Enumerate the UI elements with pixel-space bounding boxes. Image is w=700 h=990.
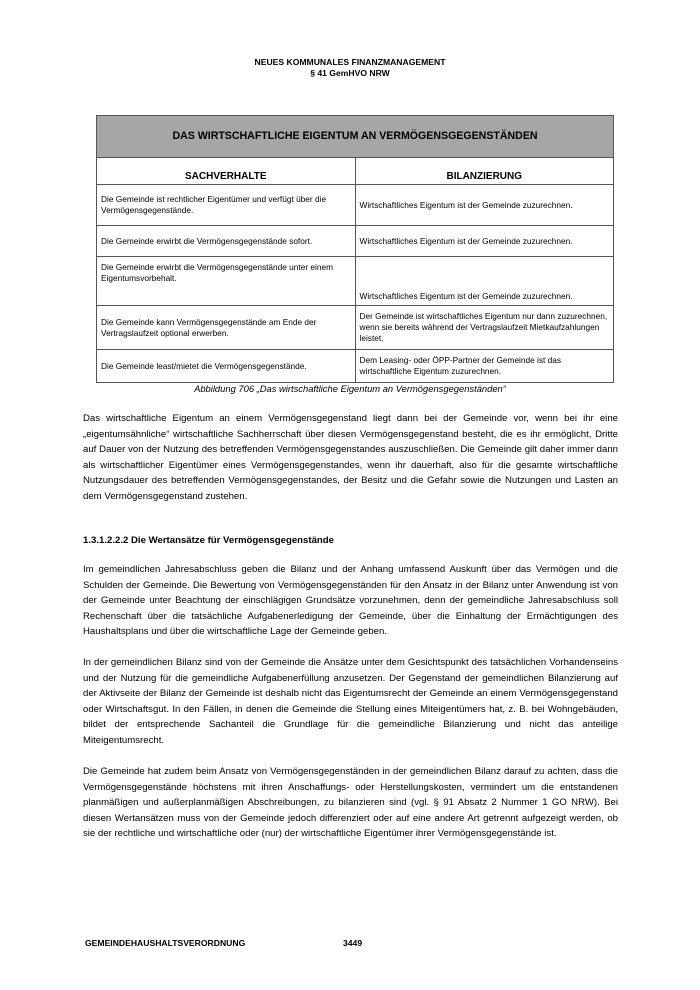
- column-header-sachverhalte: SACHVERHALTE: [97, 158, 356, 185]
- column-header-bilanzierung: BILANZIERUNG: [355, 158, 614, 185]
- page-number: 3449: [343, 938, 363, 948]
- table-row: [97, 350, 614, 383]
- table-cell-sachverhalt: Die Gemeinde kann Vermögensgegenstände am Ende der Vertragslaufzeit optional erwerben.: [97, 306, 356, 350]
- table-row: [97, 306, 614, 350]
- paragraph-economic-ownership: Das wirtschaftliche Eigentum an einem Vermögensgegenstand liegt dann bei der Gemeinde vor, wenn bei ihr eine „eigentumsähnliche“ wirtschaftliche Sachherrschaft über diesen Vermögensgegenstand besteht, die es ihr ermöglicht, Dritte auf Dauer von der Nutzung des betreffenden Vermögensgegenstandes auszuschließen. Die Gemeinde gilt daher immer dann als wirtschaftlicher Eigentümer eines Vermögensgegenstandes, wenn ihr dauerhaft, also für die gesamte wirtschaftliche Nutzungsdauer des betreffenden Vermögensgegenstandes, der Besitz und die Gefahr sowie die Nutzungen und Lasten an dem Vermögensgegenstand zustehen.: [83, 413, 618, 502]
- figure-caption: Abbildung 706 „Das wirtschaftliche Eigentum an Vermögensgegenständen“: [194, 383, 506, 394]
- footer-title: GEMEINDEHAUSHALTSVERORDNUNG: [85, 938, 246, 948]
- section-heading: 1.3.1.2.2.2 Die Wertansätze für Vermögensgegenstände: [83, 535, 334, 546]
- ownership-table: [96, 115, 614, 383]
- table-row: [97, 185, 614, 226]
- table-cell-bilanzierung: Der Gemeinde ist wirtschaftliches Eigentum nur dann zuzurechnen, wenn sie bereits während der Vertragslaufzeit Mietkaufzahlungen leistet.: [355, 306, 614, 350]
- table-row: [97, 257, 614, 306]
- table-cell-bilanzierung: Wirtschaftliches Eigentum ist der Gemeinde zuzurechnen.: [355, 185, 614, 226]
- table-cell-sachverhalt: Die Gemeinde erwirbt die Vermögensgegenstände sofort.: [97, 226, 356, 257]
- table-cell-sachverhalt: Die Gemeinde least/mietet die Vermögensgegenstände.: [97, 350, 356, 383]
- paragraph-balance-sheet: In der gemeindlichen Bilanz sind von der Gemeinde die Ansätze unter dem Gesichtspunkt des tatsächlichen Vorhandenseins und der Nutzung für die gemeindliche Aufgabenerfüllung anzusetzen. Der Gegenstand der gemeindlichen Bilanzierung auf der Aktivseite der Bilanz der Gemeinde ist deshalb nicht das Eigentumsrecht der Gemeinde an einem Vermögensgegenstand oder Wirtschaftsgut. In den Fällen, in denen die Gemeinde die Stellung eines Miteigentümers hat, z. B. bei Wohngebäuden, bildet der entsprechende Sachanteil die Grundlage für die gemeindliche Bilanzierung und nicht das anteilige Miteigentumsrecht.: [83, 657, 618, 746]
- table-row: [97, 226, 614, 257]
- table-cell-bilanzierung: Dem Leasing- oder ÖPP-Partner der Gemeinde ist das wirtschaftliche Eigentum zuzurechnen.: [355, 350, 614, 383]
- table-cell-bilanzierung: Wirtschaftliches Eigentum ist der Gemeinde zuzurechnen.: [355, 226, 614, 257]
- paragraph-annual-statement: Im gemeindlichen Jahresabschluss geben die Bilanz und der Anhang umfassend Auskunft über das Vermögen und die Schulden der Gemeinde. Die Bewertung von Vermögensgegenständen für den Ansatz in der Bilanz unter Anwendung ist von der Gemeinde unter Beachtung der einschlägigen Grundsätze vorzunehmen, denn der gemeindliche Jahresabschluss soll Rechenschaft über die tatsächliche Aufgabenerledigung der Gemeinde, über die Einhaltung der Ermächtigungen des Haushaltsplans und über die wirtschaftliche Lage der Gemeinde geben.: [83, 564, 618, 637]
- table-cell-sachverhalt: Die Gemeinde ist rechtlicher Eigentümer und verfügt über die Vermögensgegenstände.: [97, 185, 356, 226]
- paragraph-valuation: Die Gemeinde hat zudem beim Ansatz von Vermögensgegenständen in der gemeindlichen Bilanz darauf zu achten, dass die Vermögensgegenstände höchstens mit ihren Anschaffungs- oder Herstellungskosten, vermindert um die entstandenen planmäßigen und außerplanmäßigen Abschreibungen, zu bilanzieren sind (vgl. § 91 Absatz 2 Nummer 1 GO NRW). Bei diesen Wertansätzen muss von der Gemeinde jedoch differenziert oder auf eine andere Art getrennt aufgezeigt werden, ob sie der rechtliche und wirtschaftliche oder (nur) der wirtschaftliche Eigentümer ihrer Vermögensgegenstände ist.: [83, 766, 618, 839]
- table-cell-sachverhalt: Die Gemeinde erwirbt die Vermögensgegenstände unter einem Eigentumsvorbehalt.: [97, 257, 356, 306]
- table-title: DAS WIRTSCHAFTLICHE EIGENTUM AN VERMÖGENSGEGENSTÄNDEN: [97, 116, 614, 158]
- header-section: § 41 GemHVO NRW: [310, 68, 390, 78]
- header-title: NEUES KOMMUNALES FINANZMANAGEMENT: [254, 57, 446, 67]
- table-cell-bilanzierung: Wirtschaftliches Eigentum ist der Gemeinde zuzurechnen.: [355, 257, 614, 306]
- page-header: [0, 57, 700, 79]
